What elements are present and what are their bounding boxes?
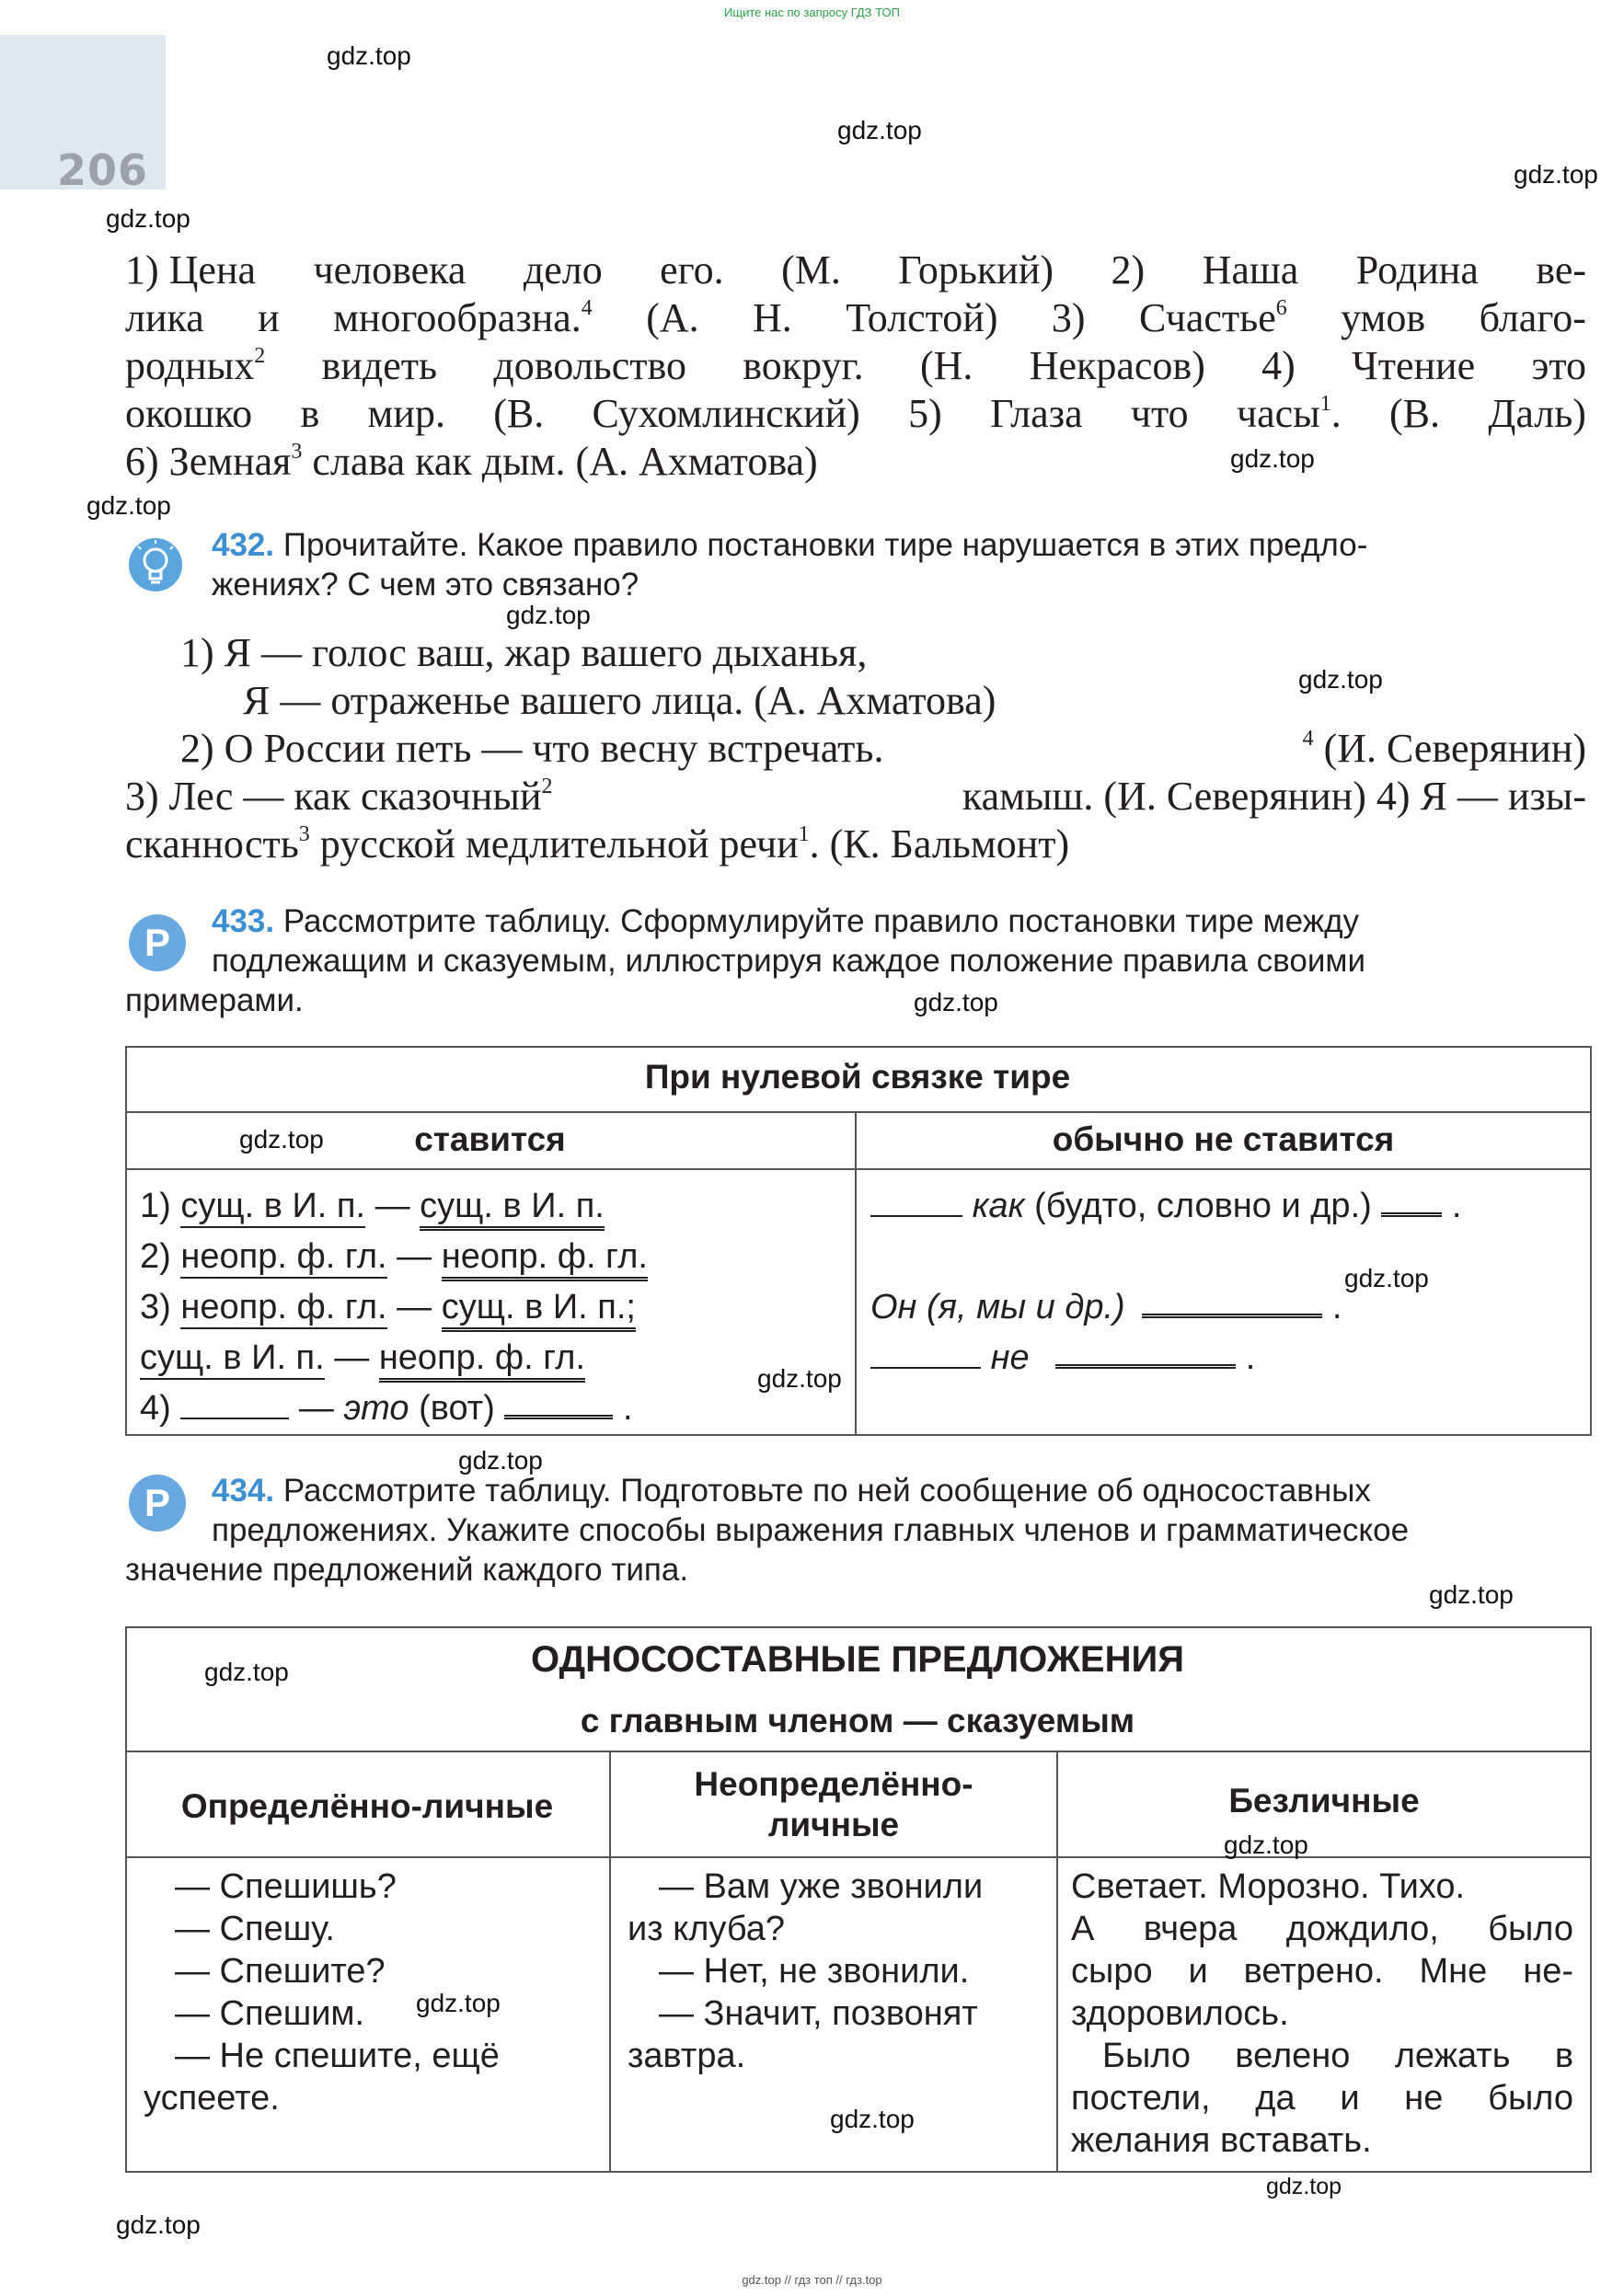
watermark: gdz.top xyxy=(86,491,171,520)
intro-line-3: родных$^2$ видеть довольство вокруг. (Н. Некрасов) 4) Чтение это xyxy=(125,343,1586,388)
watermark: gdz.top xyxy=(416,1989,501,2017)
watermark: gdz.top xyxy=(1429,1580,1514,1609)
intro-line-5: 6) Земная$^3$ слава как дым. (А. Ахматова) xyxy=(125,439,818,484)
col-header-ne-stavitsya: обычно не ставится xyxy=(1052,1120,1395,1158)
ex432-text: 1) Я — голос ваш, жар вашего дыханья, Я — отраженье вашего лица. (А. Ахматова) 2) О России петь — что весну встречать. $^4$ (И. Северянин) 3) Лес — как сказочный$^2$ камыш. (И. Северянин) 4) Я — изы- сканность$^3$ русской медлительной речи$^1$. (К. Бальмонт) xyxy=(125,630,1586,867)
ex434-task-line3: значение предложений каждого типа. xyxy=(125,1552,689,1588)
intro-paragraph xyxy=(125,247,1586,486)
intro-line-2: лика и многообразна.$^4$ (А. Н. Толстой) 3) Счастье$^6$ умов благо- xyxy=(125,295,1586,340)
p-icon: Р xyxy=(129,914,186,971)
ex434-table-title: ОДНОСОСТАВНЫЕ ПРЕДЛОЖЕНИЯ xyxy=(531,1639,1184,1680)
ex433-task-line3: примерами. xyxy=(125,982,304,1018)
ex433-right-column: как (будто, словно и др.) . Он (я, мы и др.) . не . xyxy=(870,1187,1462,1377)
ex433-left-column: 1) сущ. в И. п. — сущ. в И. п. 2) неопр. ф. гл. — неопр. ф. гл. 3) неопр. ф. гл. — сущ. в И. п.; сущ. в И. п. — неопр. ф. гл. 4) — это (вот) . xyxy=(140,1187,648,1428)
ex434-task: 434. Рассмотрите таблицу. Подготовьте по ней сообщение об односоставных предложениях. Укажите способы выражения главных членов и грамматическое xyxy=(212,1473,1410,1548)
watermark: gdz.top xyxy=(914,988,998,1016)
watermark: gdz.top xyxy=(506,601,591,629)
page-number: 206 xyxy=(57,145,149,195)
ex434-table-subtitle: с главным членом — сказуемым xyxy=(580,1702,1135,1739)
watermark: gdz.top xyxy=(116,2210,201,2239)
watermark: gdz.top xyxy=(1298,665,1383,694)
intro-line-1: 1) Цена человека дело его. (М. Горький) 2) Наша Родина ве- xyxy=(125,247,1586,293)
ex434-number: 434. xyxy=(212,1473,275,1509)
col-header-stavitsya: ставится xyxy=(414,1120,566,1158)
col-header-bezlichnye: Безличные xyxy=(1228,1782,1420,1820)
watermark: gdz.top xyxy=(1230,444,1315,473)
watermark: gdz.top xyxy=(1514,160,1598,189)
ex434-col3: Светает. Морозно. Тихо. А вчера дождило, было сыро и ветрено. Мне не- здоровилось. Было велено лежать в постели, да и не было желания вставать. xyxy=(1071,1867,1573,2160)
watermark: gdz.top xyxy=(1224,1831,1308,1859)
ex434-col1: — Спешишь? — Спешу. — Спешите? — Спешим. — Не спешите, ещё успеете. xyxy=(144,1867,500,2118)
bottom-note: gdz.top // гдз топ // гдз.top xyxy=(742,2273,882,2287)
ex432-task: 432. Прочитайте. Какое правило постановки тире нарушается в этих предло- жениях? С чем это связано? xyxy=(212,527,1368,603)
watermark: gdz.top xyxy=(1344,1264,1429,1292)
watermark: gdz.top xyxy=(1266,2174,1342,2199)
watermark: gdz.top xyxy=(837,116,922,144)
watermark: gdz.top xyxy=(204,1658,289,1686)
ex432-number: 432. xyxy=(212,527,275,563)
watermark: gdz.top xyxy=(327,41,411,70)
watermark: gdz.top xyxy=(830,2105,915,2133)
col-header-neopredelenno-lichnye: Неопределённо- личные xyxy=(694,1765,973,1843)
intro-line-4: окошко в мир. (В. Сухомлинский) 5) Глаза что часы$^1$. (В. Даль) xyxy=(125,391,1586,436)
watermark: gdz.top xyxy=(757,1364,842,1393)
p-icon: Р xyxy=(129,1475,186,1532)
lightbulb-icon xyxy=(129,538,182,591)
watermark: gdz.top xyxy=(458,1446,543,1475)
ex433-task: 433. Рассмотрите таблицу. Сформулируйте правило постановки тире между подлежащим и сказуемым, иллюстрируя каждое положение правила своими xyxy=(212,903,1366,979)
ex433-number: 433. xyxy=(212,903,275,939)
top-note: Ищите нас по запросу ГДЗ ТОП xyxy=(724,6,900,19)
watermark: gdz.top xyxy=(106,204,190,233)
ex433-table-title: При нулевой связке тире xyxy=(644,1058,1071,1096)
ex434-col2: — Вам уже звонили из клуба? — Нет, не звонили. — Значит, позвонят завтра. xyxy=(628,1867,984,2075)
col-header-opredelenno-lichnye: Определённо-личные xyxy=(180,1787,554,1825)
watermark: gdz.top xyxy=(239,1125,324,1154)
